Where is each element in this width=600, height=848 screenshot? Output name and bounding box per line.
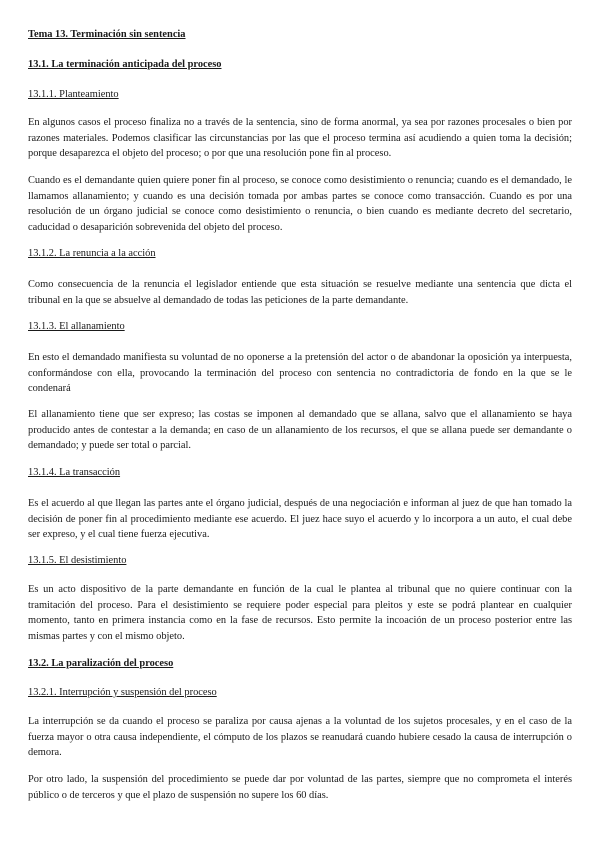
section-heading-13-1: 13.1. La terminación anticipada del proceso [28, 59, 222, 70]
paragraph-desistimiento: Es un acto dispositivo de la parte demandante en función de la cual le plantea al tribunal que no quiere continuar con la tramitación del proceso. Para el desistimiento se requiere poder especial para pleitos y este se podrá plantear en cualquier momento, tanto en primera instancia como en la fase de recursos. Esto permite la incoación de un proceso posterior entre las mismas partes y con el mismo objeto. [28, 584, 572, 642]
paragraph-transaccion: Es el acuerdo al que llegan las partes ante el órgano judicial, después de una negociación e informan al juez de que han tomado la decisión de poner fin al procedimiento mediante ese acuerdo. El juez hace suyo el acuerdo y lo incorpora a un auto, el cual debe ser expreso, y el cual tiene fuerza ejecutiva. [28, 498, 572, 541]
paragraph-interrupcion: La interrupción se da cuando el proceso se paraliza por causa ajenas a la voluntad de los sujetos procesales, y en el caso de la fuerza mayor o otra causa independiente, el cómputo de los plazos se reanudará cuando hubiere cesado la causa de interrupción o demora. [28, 716, 572, 759]
paragraph-suspension: Por otro lado, la suspensión del procedimiento se puede dar por voluntad de las partes, siempre que no comprometa el interés público o de terceros y que el plazo de suspensión no supere los 60 días. [28, 774, 572, 801]
subsection-heading-13-1-1: 13.1.1. Planteamiento [28, 89, 119, 100]
paragraph-allanamiento-1: En esto el demandado manifiesta su voluntad de no oponerse a la pretensión del actor o de abandonar la oposición ya interpuesta, conformándose con ella, provocando la terminación del proceso con sentencia no contradictoria de fondo en la que se le condenará [28, 352, 572, 395]
subsection-heading-13-1-4: 13.1.4. La transacción [28, 467, 121, 478]
paragraph-allanamiento-2: El allanamiento tiene que ser expreso; las costas se imponen al demandado que se allana, salvo que el allanamiento se haya producido antes de contestar a la demanda; en caso de un allanamiento de los recursos, el que se allana puede ser demandante o demandado; y puede ser total o parcial. [28, 409, 572, 452]
paragraph-renuncia: Como consecuencia de la renuncia el legislador entiende que esta situación se resuelve mediante una sentencia que dicta el tribunal en la que se absuelve al demandado de todas las peticiones de la parte demandante. [28, 279, 572, 306]
paragraph-planteamiento-2: Cuando es el demandante quien quiere poner fin al proceso, se conoce como desistimiento o renuncia; cuando es el demandado, le llamamos allanamiento; y cuando es una decisión tomada por ambas partes se conoce como transacción. Cuando es por una resolución de un órgano judicial se conoce como desistimiento o renuncia, o bien cuando es mediante decreto del secretario, caducidad o desaparición sobrevenida del objeto del proceso. [28, 175, 572, 233]
section-heading-13-2: 13.2. La paralización del proceso [28, 658, 174, 669]
subsection-heading-13-1-3: 13.1.3. El allanamiento [28, 321, 125, 332]
subsection-heading-13-2-1: 13.2.1. Interrupción y suspensión del proceso [28, 687, 217, 698]
subsection-heading-13-1-2: 13.1.2. La renuncia a la acción [28, 248, 156, 259]
paragraph-planteamiento-1: En algunos casos el proceso finaliza no a través de la sentencia, sino de forma anormal, ya sea por razones procesales o bien por razones materiales. Podemos clasificar las circunstancias por las que el proceso termina así acudiendo a quien toma la decisión; porque desaparezca el objeto del proceso; o por que una resolución pone fin al proceso. [28, 117, 572, 160]
document-title: Tema 13. Terminación sin sentencia [28, 29, 186, 40]
subsection-heading-13-1-5: 13.1.5. El desistimiento [28, 555, 127, 566]
